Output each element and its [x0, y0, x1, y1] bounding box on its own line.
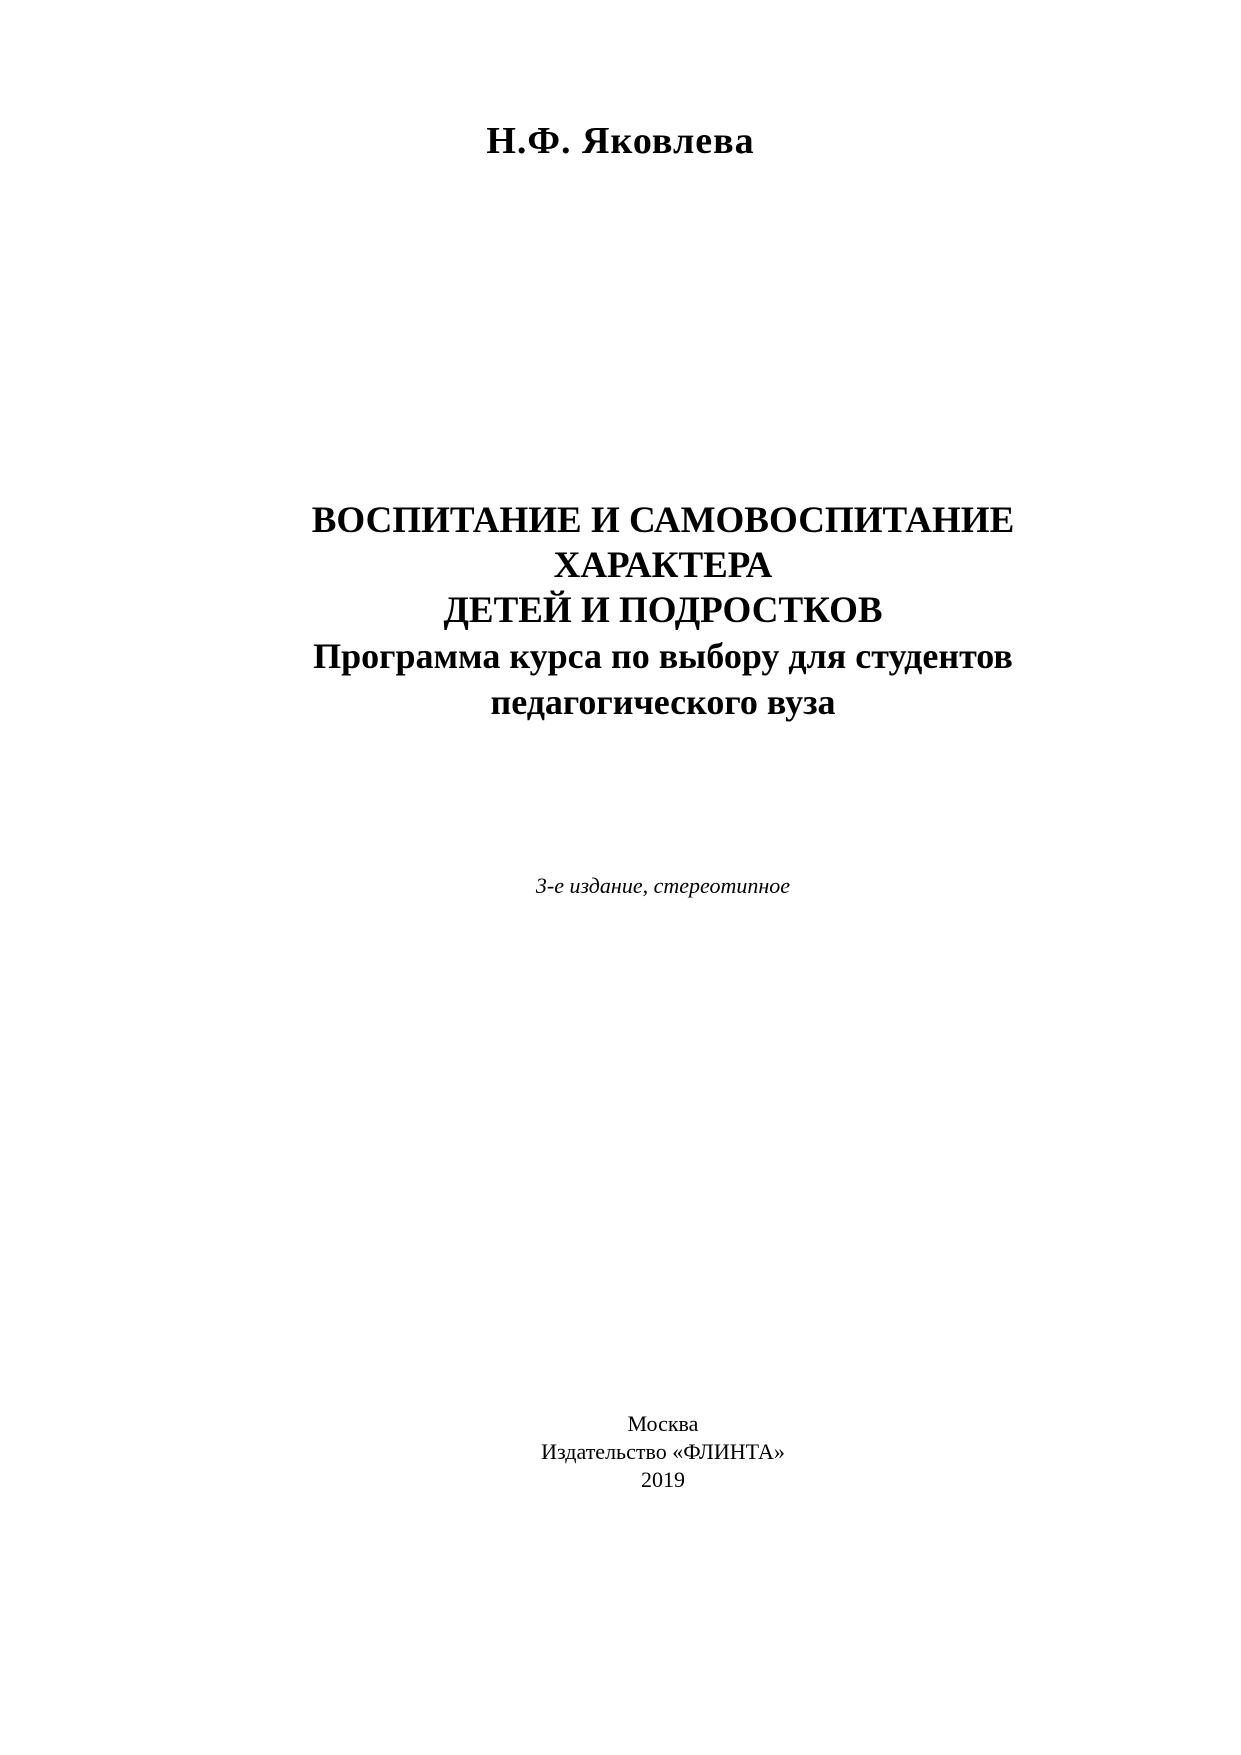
- title-line: ВОСПИТАНИЕ И САМОВОСПИТАНИЕ: [311, 500, 1015, 541]
- imprint-city: Москва: [627, 1411, 699, 1436]
- imprint: [140, 1410, 1186, 1494]
- edition-note: 3-е издание, стереотипное: [535, 873, 791, 898]
- title-line: ХАРАКТЕРА: [553, 545, 773, 586]
- author-name: Н.Ф. Яковлева: [486, 120, 755, 162]
- subtitle-line: педагогического вуза: [490, 682, 836, 722]
- title-line: ДЕТЕЙ И ПОДРОСТКОВ: [443, 590, 883, 631]
- imprint-year: 2019: [641, 1467, 685, 1492]
- book-title: [140, 498, 1186, 725]
- imprint-publisher: Издательство «ФЛИНТА»: [541, 1439, 785, 1464]
- subtitle-line: Программа курса по выбору для студентов: [313, 636, 1013, 676]
